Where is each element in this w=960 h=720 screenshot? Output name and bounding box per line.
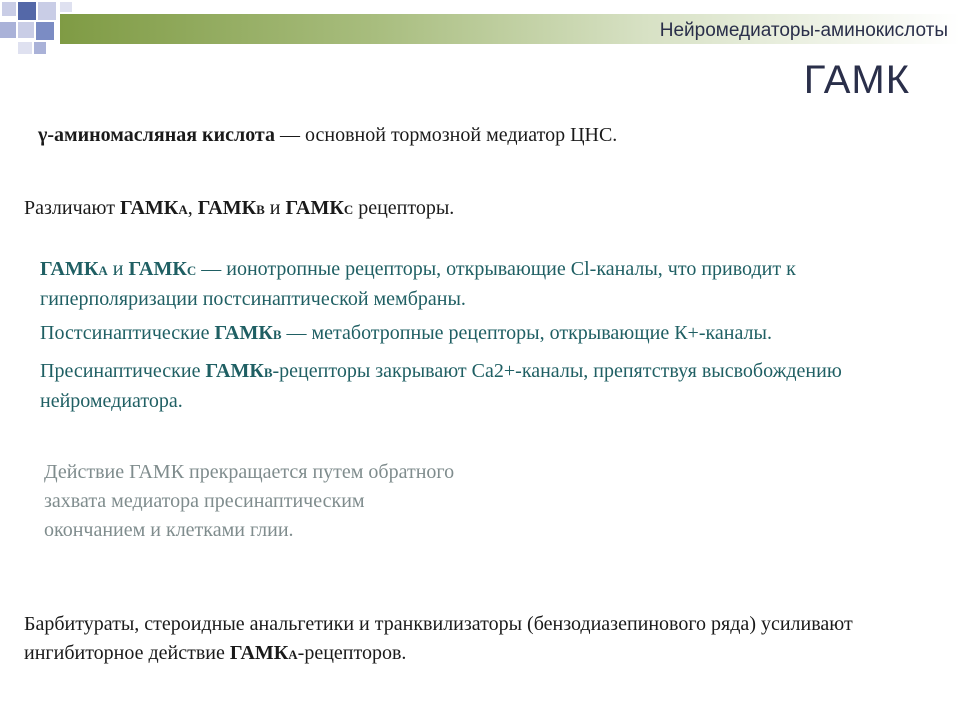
text: , [187,197,198,219]
receptor-name: ГАМК [119,197,179,219]
text: — ионотропные рецепторы, открывающие Cl-каналы, что приводит к гиперполяризации постсинаптической мембраны. [40,258,796,310]
decor-square [18,2,36,20]
receptor-subtype: В [272,327,282,342]
receptor-subtype: А [178,202,188,217]
decor-square [36,22,54,40]
decor-square [2,2,16,16]
text: Различают [24,197,120,219]
receptor-name: ГАМК [128,258,187,280]
text: рецепторы. [353,197,455,219]
receptor-name: ГАМК [214,322,273,344]
decor-square [38,2,56,20]
text: -рецепторы закрывают Са2+-каналы, препятствуя высвобождению нейромедиатора. [40,360,842,412]
barbiturates-note [24,610,944,669]
receptor-subtype: В [256,202,265,217]
receptor-subtype: А [98,263,108,278]
section-title: Нейромедиаторы-аминокислоты [659,20,948,41]
receptor-name: ГАМК [40,258,99,280]
receptor-subtype: В [263,365,273,380]
postsynaptic-note [40,319,955,349]
decor-square [34,42,46,54]
gaba-term: γ-аминомасляная кислота [38,124,276,146]
receptor-name: ГАМК [285,197,344,219]
text: и [264,197,286,219]
text: Постсинаптические [40,322,215,344]
receptor-subtype: С [186,263,197,278]
text: -рецепторов. [297,642,407,664]
decor-square [18,42,32,54]
receptor-subtype: С [343,202,354,217]
receptor-name: ГАМК [197,197,257,219]
text: Барбитураты, стероидные анальгетики и транквилизаторы (бензодиазепинового ряда) усиливают ингибиторное действие [24,613,853,664]
text: — метаботропные рецепторы, открывающие К+-каналы. [281,322,772,344]
ionotropic-note [40,255,955,314]
receptor-name: ГАМК [229,642,289,664]
text: Пресинаптические [40,360,206,382]
receptor-subtype: А [288,647,298,662]
presynaptic-note [40,357,955,416]
receptor-types [24,194,924,224]
page-title: ГАМК [803,58,910,102]
definition-text: — основной тормозной медиатор ЦНС. [275,124,618,146]
decor-square [18,22,34,38]
text: и [107,258,129,280]
receptor-name: ГАМК [205,360,264,382]
gaba-definition [38,121,918,150]
decor-square [0,22,16,38]
termination-note: Действие ГАМК прекращается путем обратного захвата медиатора пресинаптическим окончанием и клетками глии. [44,461,455,541]
decor-square [60,2,72,12]
